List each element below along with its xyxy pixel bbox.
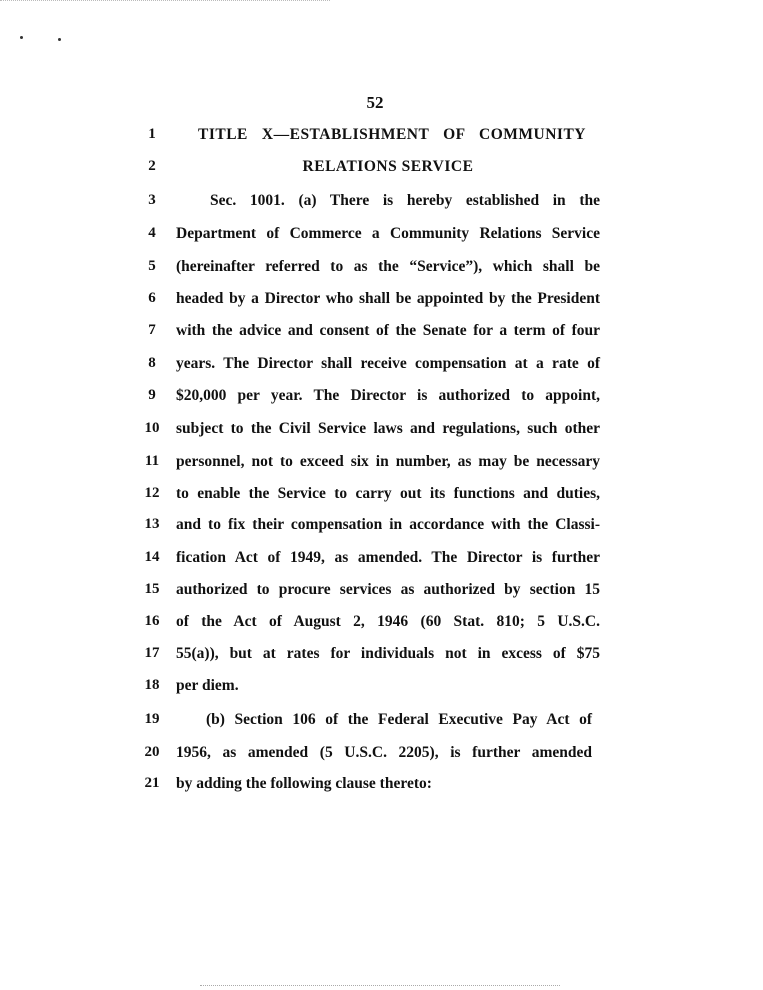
document-line (0, 744, 763, 776)
document-line (0, 677, 763, 709)
line-text: 1956, as amended (5 U.S.C. 2205), is further amended (176, 744, 592, 761)
document-line (0, 485, 763, 517)
document-line (0, 387, 763, 419)
line-number: 13 (144, 516, 160, 532)
document-line (0, 516, 763, 548)
line-text: $20,000 per year. The Director is authorized to appoint, (176, 387, 600, 404)
document-line (0, 258, 763, 290)
scan-artifact-bottom (200, 985, 560, 988)
line-text: with the advice and consent of the Senate for a term of four (176, 322, 600, 339)
line-text: subject to the Civil Service laws and regulations, such other (176, 420, 600, 437)
page-number: 52 (366, 93, 384, 112)
document-line (0, 775, 763, 807)
line-text: to enable the Service to carry out its functions and duties, (176, 485, 600, 502)
title-heading-line-2: RELATIONS SERVICE (302, 158, 474, 175)
line-text: years. The Director shall receive compensation at a rate of (176, 355, 600, 372)
line-text: fication Act of 1949, as amended. The Director is further (176, 549, 600, 566)
line-text: per diem. (176, 677, 239, 694)
line-text: Department of Commerce a Community Relations Service (176, 225, 600, 242)
document-line (0, 355, 763, 387)
line-text: by adding the following clause thereto: (176, 775, 432, 792)
line-text: headed by a Director who shall be appointed by the President (176, 290, 600, 307)
document-line (0, 322, 763, 354)
line-text: (hereinafter referred to as the “Service”), which shall be (176, 258, 600, 275)
document-line (0, 225, 763, 257)
line-number: 8 (148, 355, 156, 371)
line-number: 3 (148, 192, 156, 208)
scan-artifact-top (0, 0, 330, 3)
document-line (0, 613, 763, 645)
line-text: personnel, not to exceed six in number, as may be necessary (176, 453, 600, 470)
line-number: 2 (148, 158, 156, 174)
line-number: 5 (148, 258, 156, 274)
document-line (0, 581, 763, 613)
line-text: (b) Section 106 of the Federal Executive Pay Act of (206, 711, 592, 728)
line-number: 10 (144, 420, 160, 436)
document-line (0, 645, 763, 677)
document-line (0, 126, 763, 158)
line-number: 18 (144, 677, 160, 693)
line-number: 20 (144, 744, 160, 760)
line-text: 55(a)), but at rates for individuals not in excess of $75 (176, 645, 600, 662)
line-number: 16 (144, 613, 160, 629)
line-text: authorized to procure services as authorized by section 15 (176, 581, 600, 598)
document-line (0, 549, 763, 581)
line-number: 7 (148, 322, 156, 338)
scan-speck (20, 36, 23, 39)
line-number: 9 (148, 387, 156, 403)
line-number: 12 (144, 485, 160, 501)
document-line (0, 158, 763, 190)
line-text: of the Act of August 2, 1946 (60 Stat. 810; 5 U.S.C. (176, 613, 600, 630)
document-line (0, 453, 763, 485)
line-number: 4 (148, 225, 156, 241)
line-number: 17 (144, 645, 160, 661)
line-number: 1 (148, 126, 156, 142)
document-line (0, 192, 763, 224)
document-line (0, 711, 763, 743)
document-line (0, 290, 763, 322)
line-number: 14 (144, 549, 160, 565)
line-number: 6 (148, 290, 156, 306)
scan-speck (58, 38, 61, 41)
line-number: 19 (144, 711, 160, 727)
line-number: 21 (144, 775, 160, 791)
line-text: and to fix their compensation in accordance with the Classi- (176, 516, 600, 533)
line-number: 11 (144, 453, 160, 469)
line-number: 15 (144, 581, 160, 597)
title-heading-line-1: TITLE X—ESTABLISHMENT OF COMMUNITY (198, 126, 586, 143)
line-text: Sec. 1001. (a) There is hereby established in the (210, 192, 600, 209)
document-line (0, 420, 763, 452)
